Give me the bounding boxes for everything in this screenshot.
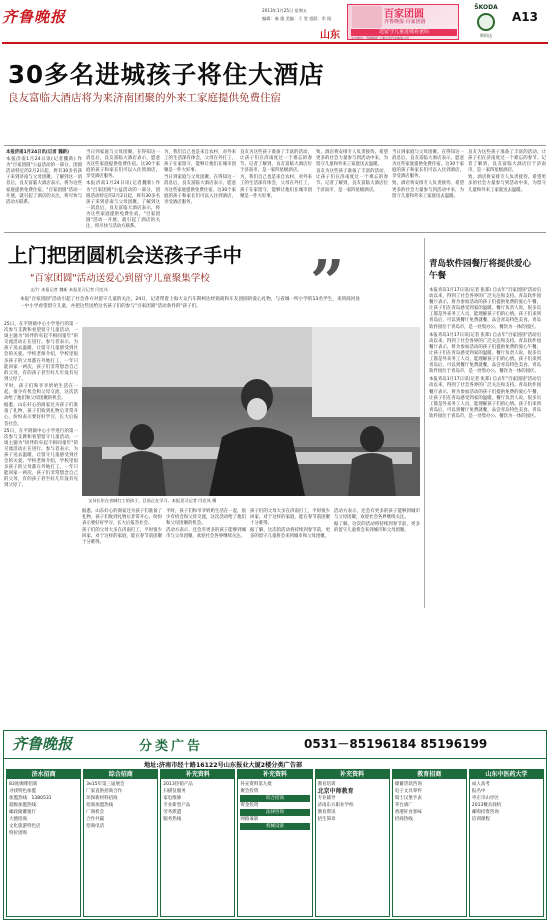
sponsor-brand: ŠKODA [474, 4, 498, 11]
lead-col-7 [468, 150, 546, 195]
photo-caption: 父母长年在省城打工的孩子，目前正在学习。本报见习记者 闫克凤 摄 [82, 496, 420, 505]
ad-item: 茅台酒厂 [394, 803, 413, 808]
ad-column [6, 769, 81, 917]
ad-item: 厂家直供招商合作 [86, 789, 123, 794]
ad-item: 报名中 [471, 789, 486, 794]
banner-title: 百家团圆 [384, 9, 424, 20]
lead-text-2: 当日到家庭与父母团聚。在得知这一消息后，良友富临大酒店表示，愿意为这些家庭提供免费住宿。这30个家庭的孩子和家长们可以入住到酒店，享受酒店服务。 [86, 150, 160, 180]
ad-brand: 齐鲁晚报 [12, 735, 73, 753]
sponsor-cn: 斯柯达 [480, 33, 492, 38]
ad-column [315, 769, 390, 917]
ad-item: 北京中师教育 [317, 788, 354, 795]
ad-column-head: 济水招商 [7, 770, 80, 779]
ad-item: 法律咨询 [240, 809, 309, 816]
ad-item: 教育培训 [317, 782, 336, 787]
sidebar-text: 本报青岛1月17日讯(记者 张郑) 自去年"百家团圆"活动启动以来，得到了社会各界的广泛关注和支持。青岛软件园餐厅表示，将为参加活动的孩子们提供免费的爱心午餐，让孩子们在青岛感受到家的温暖。餐厅负责人说，很多员工都是外来务工人员，能理解孩子们的心情。孩子们来到青岛后，可以到餐厅免费就餐，品尝青岛特色美食。青岛软件园位于青岛市，是一处集办公、餐饮为一体的园区。 [429, 288, 541, 330]
second-subtitle: "百家团圆"活动送爱心到留守儿童聚集学校 [30, 273, 210, 284]
second-col-b3 [250, 509, 330, 541]
second-title: 上门把团圆机会送孩子手中 [8, 244, 243, 267]
ad-item: 储蓄贷款咨询 [394, 782, 422, 787]
ad-column-head: 补充资料 [316, 770, 389, 779]
lead-col-4 [240, 150, 312, 201]
ad-item: 家电维修 [163, 796, 182, 801]
second-text-b2b: 活动方表示，还会有更多的孩子能够到城市与父母团聚，欢迎社会各界继续关注。 [166, 528, 246, 540]
masthead: 齐鲁晚报 [2, 8, 67, 26]
ad-item: 枣庄市山亭区 [471, 796, 499, 801]
lead-col-5 [316, 150, 388, 195]
ad-phone: 0531－85196184 85196199 [304, 737, 488, 751]
ad-column [83, 769, 158, 917]
second-text-left: 25日，在平阴镇中心小学进行的第一次参与支教和看望留守儿童活动，一场主题为"同伴的牵起不相同童年"的交流活动正在进行。参与者表示，为孩子送去温暖，让留守儿童感受到社会的关爱。学校老师介绍，学校里很多孩子的父母都在外地打工，一年只能回家一两次，孩子们非常想念自己的父母，有的孩子甚至好几年没有见到父母了。 [4, 322, 78, 382]
lead-col-6 [392, 150, 464, 201]
header-rule [2, 42, 548, 44]
lead-col-3 [164, 150, 236, 207]
ad-items [238, 779, 311, 832]
lead-title: 30多名进城孩子将住大酒店 [8, 60, 325, 89]
lead-byline: 本报济南1月24日讯(记者 魏新) [6, 150, 70, 155]
ad-item: 聚会投资 [240, 789, 259, 794]
ad-column-head: 补充资料 [161, 770, 234, 779]
ad-column-head: 补充资料 [238, 770, 311, 779]
ad-type: 分类广告 [139, 739, 204, 754]
ad-item: 招商电话 [86, 824, 105, 829]
lead-text-2b: 本报济南1月24日讯(记者魏新) 作为"百家团圆"公益活动的一部分，团圆活动特定的2月2日起，将有30多名孩子来到济南与父母团聚。了解到这一消息后，良友富临大酒店表示，将为这些家庭提供免费住宿。"百家团圆"活动一开展，就引起了酒店的关注，将尽快与活动方联系。 [86, 181, 160, 230]
ad-item: 成人高考 [471, 782, 490, 787]
ad-item: 电子文具零件 [394, 789, 422, 794]
second-text-left4: 25日，在平阴镇中心小学进行的第一次参与支教和看望留守儿童活动，一场主题为"同伴的牵起不相同童年"的交流活动正在进行。参与者表示，为孩子送去温暖，让留守儿童感受到社会的关爱。学校老师介绍，学校里很多孩子的父母都在外地打工，一年只能回家一两次，孩子们非常想念自己的父母，有的孩子甚至好几年没有见到父母了。 [4, 428, 78, 489]
sponsor-logo [464, 4, 508, 40]
lead-text-6: 当日到家庭与父母团聚。在得知这一消息后，良友富临大酒店表示，愿意为这些家庭提供免费住宿。这30个家庭的孩子和家长们可以入住到酒店，享受酒店服务。 [392, 150, 464, 180]
ad-columns [6, 769, 544, 917]
header [2, 2, 548, 44]
skoda-logo-icon [477, 13, 495, 31]
banner-photo [352, 6, 382, 28]
second-col-b4 [334, 509, 420, 535]
ad-column-head: 山东中医药大学 [470, 770, 543, 779]
ad-item: 3e15年第三届展会 [86, 782, 125, 787]
ad-item: 寻找特色加盟 [9, 789, 36, 794]
ad-item: 瑞士汉堡手表 [394, 796, 422, 801]
ad-column-head: 教育招商 [393, 770, 466, 779]
ad-item: 机械设备 [240, 823, 309, 830]
ad-item: 培训课程 [471, 817, 490, 822]
ad-header [4, 731, 546, 759]
ad-item: 文化旅游特色店 [9, 824, 41, 829]
ad-item: 特价团购 [9, 831, 27, 836]
lead-text-5: 致，酒店将安排专人负责接待。希望更多的社会力量参与到活动中来，为留守儿童和外来工家庭送去温暖。 [316, 150, 388, 168]
banner-sponsor: 主办单位：齐鲁晚报 上海大众汽车鲁南公司 [351, 36, 409, 40]
lead-subtitle: 良友富临大酒店将为来济南团聚的外来工家庭提供免费住宿 [8, 92, 281, 104]
second-text-b4b: 据了解，这次的活动将持续到春节前，更多的留守儿童将会来到城市和父母团聚。 [334, 522, 420, 534]
ad-item: 招生简章 [317, 817, 336, 822]
date-line: 2013年1月25日 星期五 [262, 8, 308, 13]
ad-items [316, 779, 389, 825]
ad-address: 地址:济南市经十路16122号山东报业大厦2楼分类广告部 [144, 762, 303, 769]
ad-item: 综合招商 [240, 795, 309, 802]
ad-column [160, 769, 235, 917]
ad-item: 2013热销产品 [163, 782, 193, 787]
ad-item: 环保新材料招商 [86, 796, 118, 801]
news-photo [82, 327, 420, 505]
lead-text-5b: 良友为这些孩子准备了丰富的活动，让孩子们在济南度过一个难忘的春节。记者了解到，良友富临大酒店位于济南市，是一家四星级酒店。 [316, 169, 388, 193]
ad-item: 招商加盟热线 [86, 803, 114, 808]
second-text-left2: 平时，孩子们和爷爷奶奶生活在一起，很少有机会和父母交流，这次活动给了他们和父母团聚的机会。 [4, 383, 78, 402]
ad-item: 83度咖啡招商 [9, 782, 38, 787]
ad-items [470, 779, 543, 825]
lead-text-4b: 为，我们自己也是来自农村，对外来工的生活深有体会，父母在外打工，孩子在家留守，能够让他们在城市团聚是一件大好事。 [240, 175, 312, 199]
ad-column [392, 769, 467, 917]
ad-item: 资金投资 [240, 803, 259, 808]
lead-rule [4, 145, 546, 146]
quote-mark-icon: ” [310, 258, 345, 302]
classified-ad [3, 730, 547, 920]
ad-item: 补充资料第九批 [240, 782, 272, 787]
ad-item: 超级加盟热线： [9, 803, 41, 808]
second-text-b1: 据悉，山东好心的商家还为孩子们准备了礼物，孩子们收到礼物后非常开心，纷纷表示要好好学习，长大后报答社会。 [82, 509, 162, 527]
ad-item: 加盟热线：1380531 [9, 796, 52, 801]
sidebar [424, 238, 546, 608]
section-rule [4, 232, 546, 233]
ad-item: 招商热线 [394, 817, 413, 822]
ad-column [237, 769, 312, 917]
ad-items [84, 779, 157, 832]
lead-col-1 [6, 150, 82, 207]
sidebar-text-2: 本报青岛1月17日讯(记者 张郑) 自去年"百家团圆"活动启动以来，得到了社会各界的广泛关注和支持。青岛软件园餐厅表示，将为参加活动的孩子们提供免费的爱心午餐，让孩子们在青岛感受到家的温暖。餐厅负责人说，很多员工都是外来务工人员，能理解孩子们的心情。孩子们来到青岛后，可以到餐厅免费就餐，品尝青岛特色美食。青岛软件园位于青岛市，是一处集办公、餐饮为一体的园区。 [429, 332, 541, 375]
lead-text-7: 良友为这些孩子准备了丰富的活动，让孩子们在济南度过一个难忘的春节。记者了解到，良友富临大酒店位于济南市，是一家四星级酒店。 [468, 150, 546, 174]
page-number: A13 [512, 10, 538, 24]
sidebar-text-3: 本报青岛1月17日讯(记者 张郑) 自去年"百家团圆"活动启动以来，得到了社会各界的广泛关注和支持。青岛软件园餐厅表示，将为参加活动的孩子们提供免费的爱心午餐，让孩子们在青岛感受到家的温暖。餐厅负责人说，很多员工都是外来务工人员，能理解孩子们的心情。孩子们来到青岛后，可以到餐厅免费就餐，品尝青岛特色美食。青岛软件园位于青岛市，是一处集办公、餐饮为一体的园区。 [429, 377, 541, 419]
sidebar-title: 青岛软件园餐厅将提供爱心午餐 [429, 259, 532, 281]
ad-item: 服务热线 [163, 817, 182, 822]
ad-item: 济南东方职业学校 [317, 803, 354, 808]
ad-column [469, 769, 544, 917]
campaign-banner [347, 4, 459, 40]
banner-slogan: 送留守儿童进城看爸妈 [351, 29, 457, 36]
ad-column-head: 综合招商 [84, 770, 157, 779]
editor-line: 编辑：秦 俊 美编：于 雯 组版：牟 阳 [262, 16, 332, 21]
second-text-b3b: 据了解，这次的活动将持续到春节前，更多的留守儿童将会来到城市和父母团聚。 [250, 528, 330, 540]
banner-sub: 齐鲁晚报·百家团圆 [384, 19, 426, 25]
second-text-b4: 活动方表示，还会有更多的孩子能够到城市与父母团聚，欢迎社会各界继续关注。 [334, 509, 420, 521]
ad-item: 专业辅导 [317, 796, 336, 801]
ad-item: 香港好食客味 [394, 810, 422, 815]
ad-item: 2013餐具商机 [471, 803, 502, 808]
lead-text-6b: 致，酒店将安排专人负责接待。希望更多的社会力量参与到活动中来，为留守儿童和外来工家庭送去温暖。 [392, 181, 464, 199]
ad-items [7, 779, 80, 839]
second-col-b1 [82, 509, 162, 548]
ad-item: 教育资讯 [317, 810, 336, 815]
ad-item: 专业新型产品 [163, 803, 191, 808]
ad-item: 扫描仪服务 [163, 789, 186, 794]
ad-items [393, 779, 466, 825]
ad-item: 邮政储蓄银行 [9, 810, 36, 815]
ad-items [161, 779, 234, 825]
lead-text-4: 良友为这些孩子准备了丰富的活动，让孩子们在济南度过一个难忘的春节。记者了解到，良友富临大酒店位于济南市，是一家四星级酒店。 [240, 150, 312, 174]
lead-text-3b: 当日到家庭与父母团聚。在得知这一消息后，良友富临大酒店表示，愿意为这些家庭提供免费住宿。这30个家庭的孩子和家长们可以入住到酒店，享受酒店服务。 [164, 175, 236, 205]
second-text-b2: 平时，孩子们和爷爷奶奶生活在一起，很少有机会和父母交流，这次活动给了他们和父母团聚的机会。 [166, 509, 246, 527]
ad-item: 合作共赢 [86, 817, 105, 822]
classroom-photo-icon [82, 327, 420, 505]
second-col-b2 [166, 509, 246, 541]
ad-item: 邮购投资咨询 [471, 810, 499, 815]
second-text-b1b: 孩子们的父母大多在济南打工，平时很少回家，对于这样的家庭，能在春节前团聚十分难得。 [82, 528, 162, 546]
second-byline: 文/片 本报记者 魏新 本报见习记者 闫克凤 [30, 287, 108, 292]
ad-item: 厂商机会 [86, 810, 105, 815]
ad-item: 大德招商 [9, 817, 27, 822]
lead-text-1: 本报济南1月24日讯(记者魏新) 作为"百家团圆"公益活动的一部分，团圆活动特定的2月2日起，将有30多名孩子来到济南与父母团聚。了解到这一消息后，良友富临大酒店表示，将为这些家庭提供免费住宿。"百家团圆"活动一开展，就引起了酒店的关注，将尽快与活动方联系。 [6, 157, 82, 205]
second-col-left [4, 322, 78, 491]
second-text-b3: 孩子们的父母大多在济南打工，平时很少回家，对于这样的家庭，能在春节前团聚十分难得。 [250, 509, 330, 527]
ad-item: 网路兼职 [240, 817, 259, 822]
lead-text-3: 为，我们自己也是来自农村，对外来工的生活深有体会，父母在外打工，孩子在家留守，能够让他们在城市团聚是一件大好事。 [164, 150, 236, 174]
section-name: 山东 [320, 30, 340, 41]
second-text-left3: 据悉，山东好心的商家还为孩子们准备了礼物，孩子们收到礼物后非常开心，纷纷表示要好好学习，长大后报答社会。 [4, 403, 78, 427]
lead-col-2 [86, 150, 160, 231]
second-intro: 本报"百家团圆"活动引起了社会各方对留守儿童的关注，24日，记者带着上海大众汽车斯柯达经销商和车友团圆的爱心礼物，与省城一所小学的13名学生，来到商河县一中小学看望留守儿童，并把这些送给这名孩子们的参与"百家团圆"活动条件的"孩子们。 [20, 297, 360, 309]
lead-text-7b: 致，酒店将安排专人负责接待。希望更多的社会力量参与到活动中来，为留守儿童和外来工家庭送去温暖。 [468, 175, 546, 193]
ad-item: 劳务派遣 [163, 810, 182, 815]
